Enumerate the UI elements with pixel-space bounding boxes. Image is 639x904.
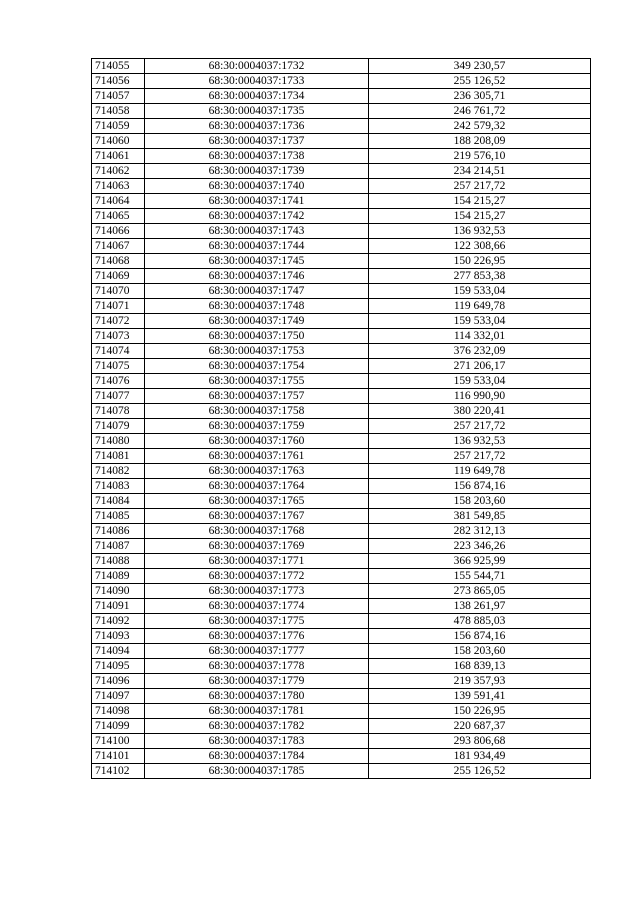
row-id-cell: 714082 (92, 464, 145, 479)
cadastral-number-cell: 68:30:0004037:1785 (145, 764, 369, 779)
table-row (92, 524, 591, 539)
cadastral-number-cell: 68:30:0004037:1773 (145, 584, 369, 599)
cadastral-value-cell: 119 649,78 (369, 299, 591, 314)
cadastral-value-cell: 159 533,04 (369, 374, 591, 389)
cadastral-number-cell: 68:30:0004037:1779 (145, 674, 369, 689)
cadastral-number-cell: 68:30:0004037:1763 (145, 464, 369, 479)
cadastral-value-cell: 376 232,09 (369, 344, 591, 359)
cadastral-value-cell: 366 925,99 (369, 554, 591, 569)
cadastral-value-cell: 181 934,49 (369, 749, 591, 764)
cadastral-number-cell: 68:30:0004037:1780 (145, 689, 369, 704)
table-row (92, 479, 591, 494)
table-row (92, 194, 591, 209)
row-id-cell: 714079 (92, 419, 145, 434)
cadastral-number-cell: 68:30:0004037:1774 (145, 599, 369, 614)
table-row (92, 269, 591, 284)
cadastral-number-cell: 68:30:0004037:1782 (145, 719, 369, 734)
cadastral-number-cell: 68:30:0004037:1734 (145, 89, 369, 104)
table-row (92, 599, 591, 614)
cadastral-number-cell: 68:30:0004037:1742 (145, 209, 369, 224)
cadastral-value-cell: 154 215,27 (369, 209, 591, 224)
cadastral-value-cell: 158 203,60 (369, 644, 591, 659)
table-row (92, 179, 591, 194)
table-row (92, 134, 591, 149)
table-body (92, 59, 591, 779)
row-id-cell: 714086 (92, 524, 145, 539)
row-id-cell: 714100 (92, 734, 145, 749)
table-row (92, 329, 591, 344)
cadastral-number-cell: 68:30:0004037:1772 (145, 569, 369, 584)
cadastral-value-cell: 136 932,53 (369, 224, 591, 239)
table-row (92, 434, 591, 449)
row-id-cell: 714063 (92, 179, 145, 194)
table-row (92, 389, 591, 404)
cadastral-value-cell: 155 544,71 (369, 569, 591, 584)
table-row (92, 164, 591, 179)
row-id-cell: 714092 (92, 614, 145, 629)
cadastral-value-cell: 219 357,93 (369, 674, 591, 689)
cadastral-value-cell: 150 226,95 (369, 254, 591, 269)
cadastral-value-cell: 257 217,72 (369, 449, 591, 464)
row-id-cell: 714094 (92, 644, 145, 659)
row-id-cell: 714059 (92, 119, 145, 134)
row-id-cell: 714090 (92, 584, 145, 599)
table-row (92, 359, 591, 374)
row-id-cell: 714089 (92, 569, 145, 584)
row-id-cell: 714055 (92, 59, 145, 74)
table-row (92, 404, 591, 419)
table-row (92, 239, 591, 254)
table-row (92, 509, 591, 524)
cadastral-number-cell: 68:30:0004037:1761 (145, 449, 369, 464)
cadastral-number-cell: 68:30:0004037:1738 (145, 149, 369, 164)
cadastral-number-cell: 68:30:0004037:1764 (145, 479, 369, 494)
cadastral-value-cell: 271 206,17 (369, 359, 591, 374)
cadastral-value-cell: 119 649,78 (369, 464, 591, 479)
row-id-cell: 714085 (92, 509, 145, 524)
table-row (92, 374, 591, 389)
cadastral-value-cell: 255 126,52 (369, 764, 591, 779)
row-id-cell: 714071 (92, 299, 145, 314)
row-id-cell: 714095 (92, 659, 145, 674)
row-id-cell: 714074 (92, 344, 145, 359)
row-id-cell: 714080 (92, 434, 145, 449)
table-row (92, 554, 591, 569)
row-id-cell: 714069 (92, 269, 145, 284)
cadastral-number-cell: 68:30:0004037:1732 (145, 59, 369, 74)
cadastral-value-cell: 150 226,95 (369, 704, 591, 719)
row-id-cell: 714061 (92, 149, 145, 164)
cadastral-value-cell: 234 214,51 (369, 164, 591, 179)
table-row (92, 344, 591, 359)
table-row (92, 749, 591, 764)
table-row (92, 59, 591, 74)
row-id-cell: 714102 (92, 764, 145, 779)
cadastral-number-cell: 68:30:0004037:1747 (145, 284, 369, 299)
row-id-cell: 714065 (92, 209, 145, 224)
row-id-cell: 714096 (92, 674, 145, 689)
cadastral-value-cell: 257 217,72 (369, 419, 591, 434)
row-id-cell: 714062 (92, 164, 145, 179)
cadastral-value-cell: 381 549,85 (369, 509, 591, 524)
cadastral-number-cell: 68:30:0004037:1759 (145, 419, 369, 434)
row-id-cell: 714073 (92, 329, 145, 344)
cadastral-value-cell: 255 126,52 (369, 74, 591, 89)
cadastral-value-cell: 116 990,90 (369, 389, 591, 404)
row-id-cell: 714067 (92, 239, 145, 254)
cadastral-value-cell: 257 217,72 (369, 179, 591, 194)
row-id-cell: 714091 (92, 599, 145, 614)
cadastral-value-cell: 478 885,03 (369, 614, 591, 629)
cadastral-value-cell: 242 579,32 (369, 119, 591, 134)
table-row (92, 74, 591, 89)
cadastral-number-cell: 68:30:0004037:1744 (145, 239, 369, 254)
cadastral-number-cell: 68:30:0004037:1739 (145, 164, 369, 179)
cadastral-value-cell: 349 230,57 (369, 59, 591, 74)
table-row (92, 644, 591, 659)
table-row (92, 539, 591, 554)
cadastral-number-cell: 68:30:0004037:1783 (145, 734, 369, 749)
cadastral-value-cell: 168 839,13 (369, 659, 591, 674)
cadastral-value-cell: 236 305,71 (369, 89, 591, 104)
cadastral-number-cell: 68:30:0004037:1741 (145, 194, 369, 209)
table-row (92, 104, 591, 119)
cadastral-number-cell: 68:30:0004037:1778 (145, 659, 369, 674)
cadastral-value-cell: 159 533,04 (369, 314, 591, 329)
table-row (92, 314, 591, 329)
table-row (92, 464, 591, 479)
cadastral-number-cell: 68:30:0004037:1755 (145, 374, 369, 389)
cadastral-number-cell: 68:30:0004037:1740 (145, 179, 369, 194)
row-id-cell: 714057 (92, 89, 145, 104)
cadastral-number-cell: 68:30:0004037:1743 (145, 224, 369, 239)
cadastral-number-cell: 68:30:0004037:1777 (145, 644, 369, 659)
cadastral-value-cell: 277 853,38 (369, 269, 591, 284)
row-id-cell: 714097 (92, 689, 145, 704)
table-row (92, 449, 591, 464)
cadastral-value-cell: 273 865,05 (369, 584, 591, 599)
table-row (92, 614, 591, 629)
table-row (92, 209, 591, 224)
row-id-cell: 714093 (92, 629, 145, 644)
cadastral-value-cell: 114 332,01 (369, 329, 591, 344)
row-id-cell: 714084 (92, 494, 145, 509)
row-id-cell: 714070 (92, 284, 145, 299)
cadastral-number-cell: 68:30:0004037:1757 (145, 389, 369, 404)
row-id-cell: 714081 (92, 449, 145, 464)
table-row (92, 584, 591, 599)
table-row (92, 254, 591, 269)
cadastral-value-table (91, 58, 591, 779)
cadastral-number-cell: 68:30:0004037:1784 (145, 749, 369, 764)
row-id-cell: 714099 (92, 719, 145, 734)
cadastral-number-cell: 68:30:0004037:1746 (145, 269, 369, 284)
cadastral-number-cell: 68:30:0004037:1754 (145, 359, 369, 374)
cadastral-value-cell: 139 591,41 (369, 689, 591, 704)
cadastral-value-cell: 293 806,68 (369, 734, 591, 749)
row-id-cell: 714083 (92, 479, 145, 494)
row-id-cell: 714087 (92, 539, 145, 554)
row-id-cell: 714072 (92, 314, 145, 329)
row-id-cell: 714066 (92, 224, 145, 239)
row-id-cell: 714078 (92, 404, 145, 419)
cadastral-number-cell: 68:30:0004037:1768 (145, 524, 369, 539)
cadastral-value-cell: 156 874,16 (369, 629, 591, 644)
table-row (92, 569, 591, 584)
table-row (92, 149, 591, 164)
cadastral-value-cell: 380 220,41 (369, 404, 591, 419)
cadastral-number-cell: 68:30:0004037:1781 (145, 704, 369, 719)
cadastral-value-cell: 219 576,10 (369, 149, 591, 164)
row-id-cell: 714098 (92, 704, 145, 719)
table-row (92, 764, 591, 779)
cadastral-value-cell: 136 932,53 (369, 434, 591, 449)
row-id-cell: 714064 (92, 194, 145, 209)
table-row (92, 629, 591, 644)
cadastral-number-cell: 68:30:0004037:1771 (145, 554, 369, 569)
cadastral-value-cell: 223 346,26 (369, 539, 591, 554)
cadastral-number-cell: 68:30:0004037:1748 (145, 299, 369, 314)
cadastral-number-cell: 68:30:0004037:1758 (145, 404, 369, 419)
table-row (92, 734, 591, 749)
table-row (92, 89, 591, 104)
table-row (92, 299, 591, 314)
cadastral-number-cell: 68:30:0004037:1765 (145, 494, 369, 509)
cadastral-value-cell: 154 215,27 (369, 194, 591, 209)
cadastral-value-cell: 282 312,13 (369, 524, 591, 539)
table-row (92, 719, 591, 734)
cadastral-number-cell: 68:30:0004037:1745 (145, 254, 369, 269)
table-row (92, 674, 591, 689)
cadastral-value-cell: 246 761,72 (369, 104, 591, 119)
row-id-cell: 714101 (92, 749, 145, 764)
cadastral-number-cell: 68:30:0004037:1776 (145, 629, 369, 644)
table-row (92, 659, 591, 674)
row-id-cell: 714075 (92, 359, 145, 374)
cadastral-value-cell: 158 203,60 (369, 494, 591, 509)
cadastral-number-cell: 68:30:0004037:1775 (145, 614, 369, 629)
row-id-cell: 714060 (92, 134, 145, 149)
cadastral-number-cell: 68:30:0004037:1769 (145, 539, 369, 554)
cadastral-number-cell: 68:30:0004037:1737 (145, 134, 369, 149)
cadastral-value-cell: 220 687,37 (369, 719, 591, 734)
table-row (92, 689, 591, 704)
table-row (92, 224, 591, 239)
cadastral-value-cell: 159 533,04 (369, 284, 591, 299)
cadastral-number-cell: 68:30:0004037:1750 (145, 329, 369, 344)
row-id-cell: 714077 (92, 389, 145, 404)
cadastral-number-cell: 68:30:0004037:1749 (145, 314, 369, 329)
cadastral-number-cell: 68:30:0004037:1736 (145, 119, 369, 134)
table-row (92, 704, 591, 719)
cadastral-value-cell: 122 308,66 (369, 239, 591, 254)
row-id-cell: 714058 (92, 104, 145, 119)
table-row (92, 119, 591, 134)
table-row (92, 419, 591, 434)
row-id-cell: 714056 (92, 74, 145, 89)
cadastral-number-cell: 68:30:0004037:1767 (145, 509, 369, 524)
table-row (92, 284, 591, 299)
cadastral-number-cell: 68:30:0004037:1753 (145, 344, 369, 359)
row-id-cell: 714076 (92, 374, 145, 389)
cadastral-number-cell: 68:30:0004037:1735 (145, 104, 369, 119)
cadastral-value-cell: 138 261,97 (369, 599, 591, 614)
row-id-cell: 714088 (92, 554, 145, 569)
cadastral-value-cell: 188 208,09 (369, 134, 591, 149)
cadastral-value-cell: 156 874,16 (369, 479, 591, 494)
table-row (92, 494, 591, 509)
cadastral-number-cell: 68:30:0004037:1760 (145, 434, 369, 449)
cadastral-number-cell: 68:30:0004037:1733 (145, 74, 369, 89)
row-id-cell: 714068 (92, 254, 145, 269)
